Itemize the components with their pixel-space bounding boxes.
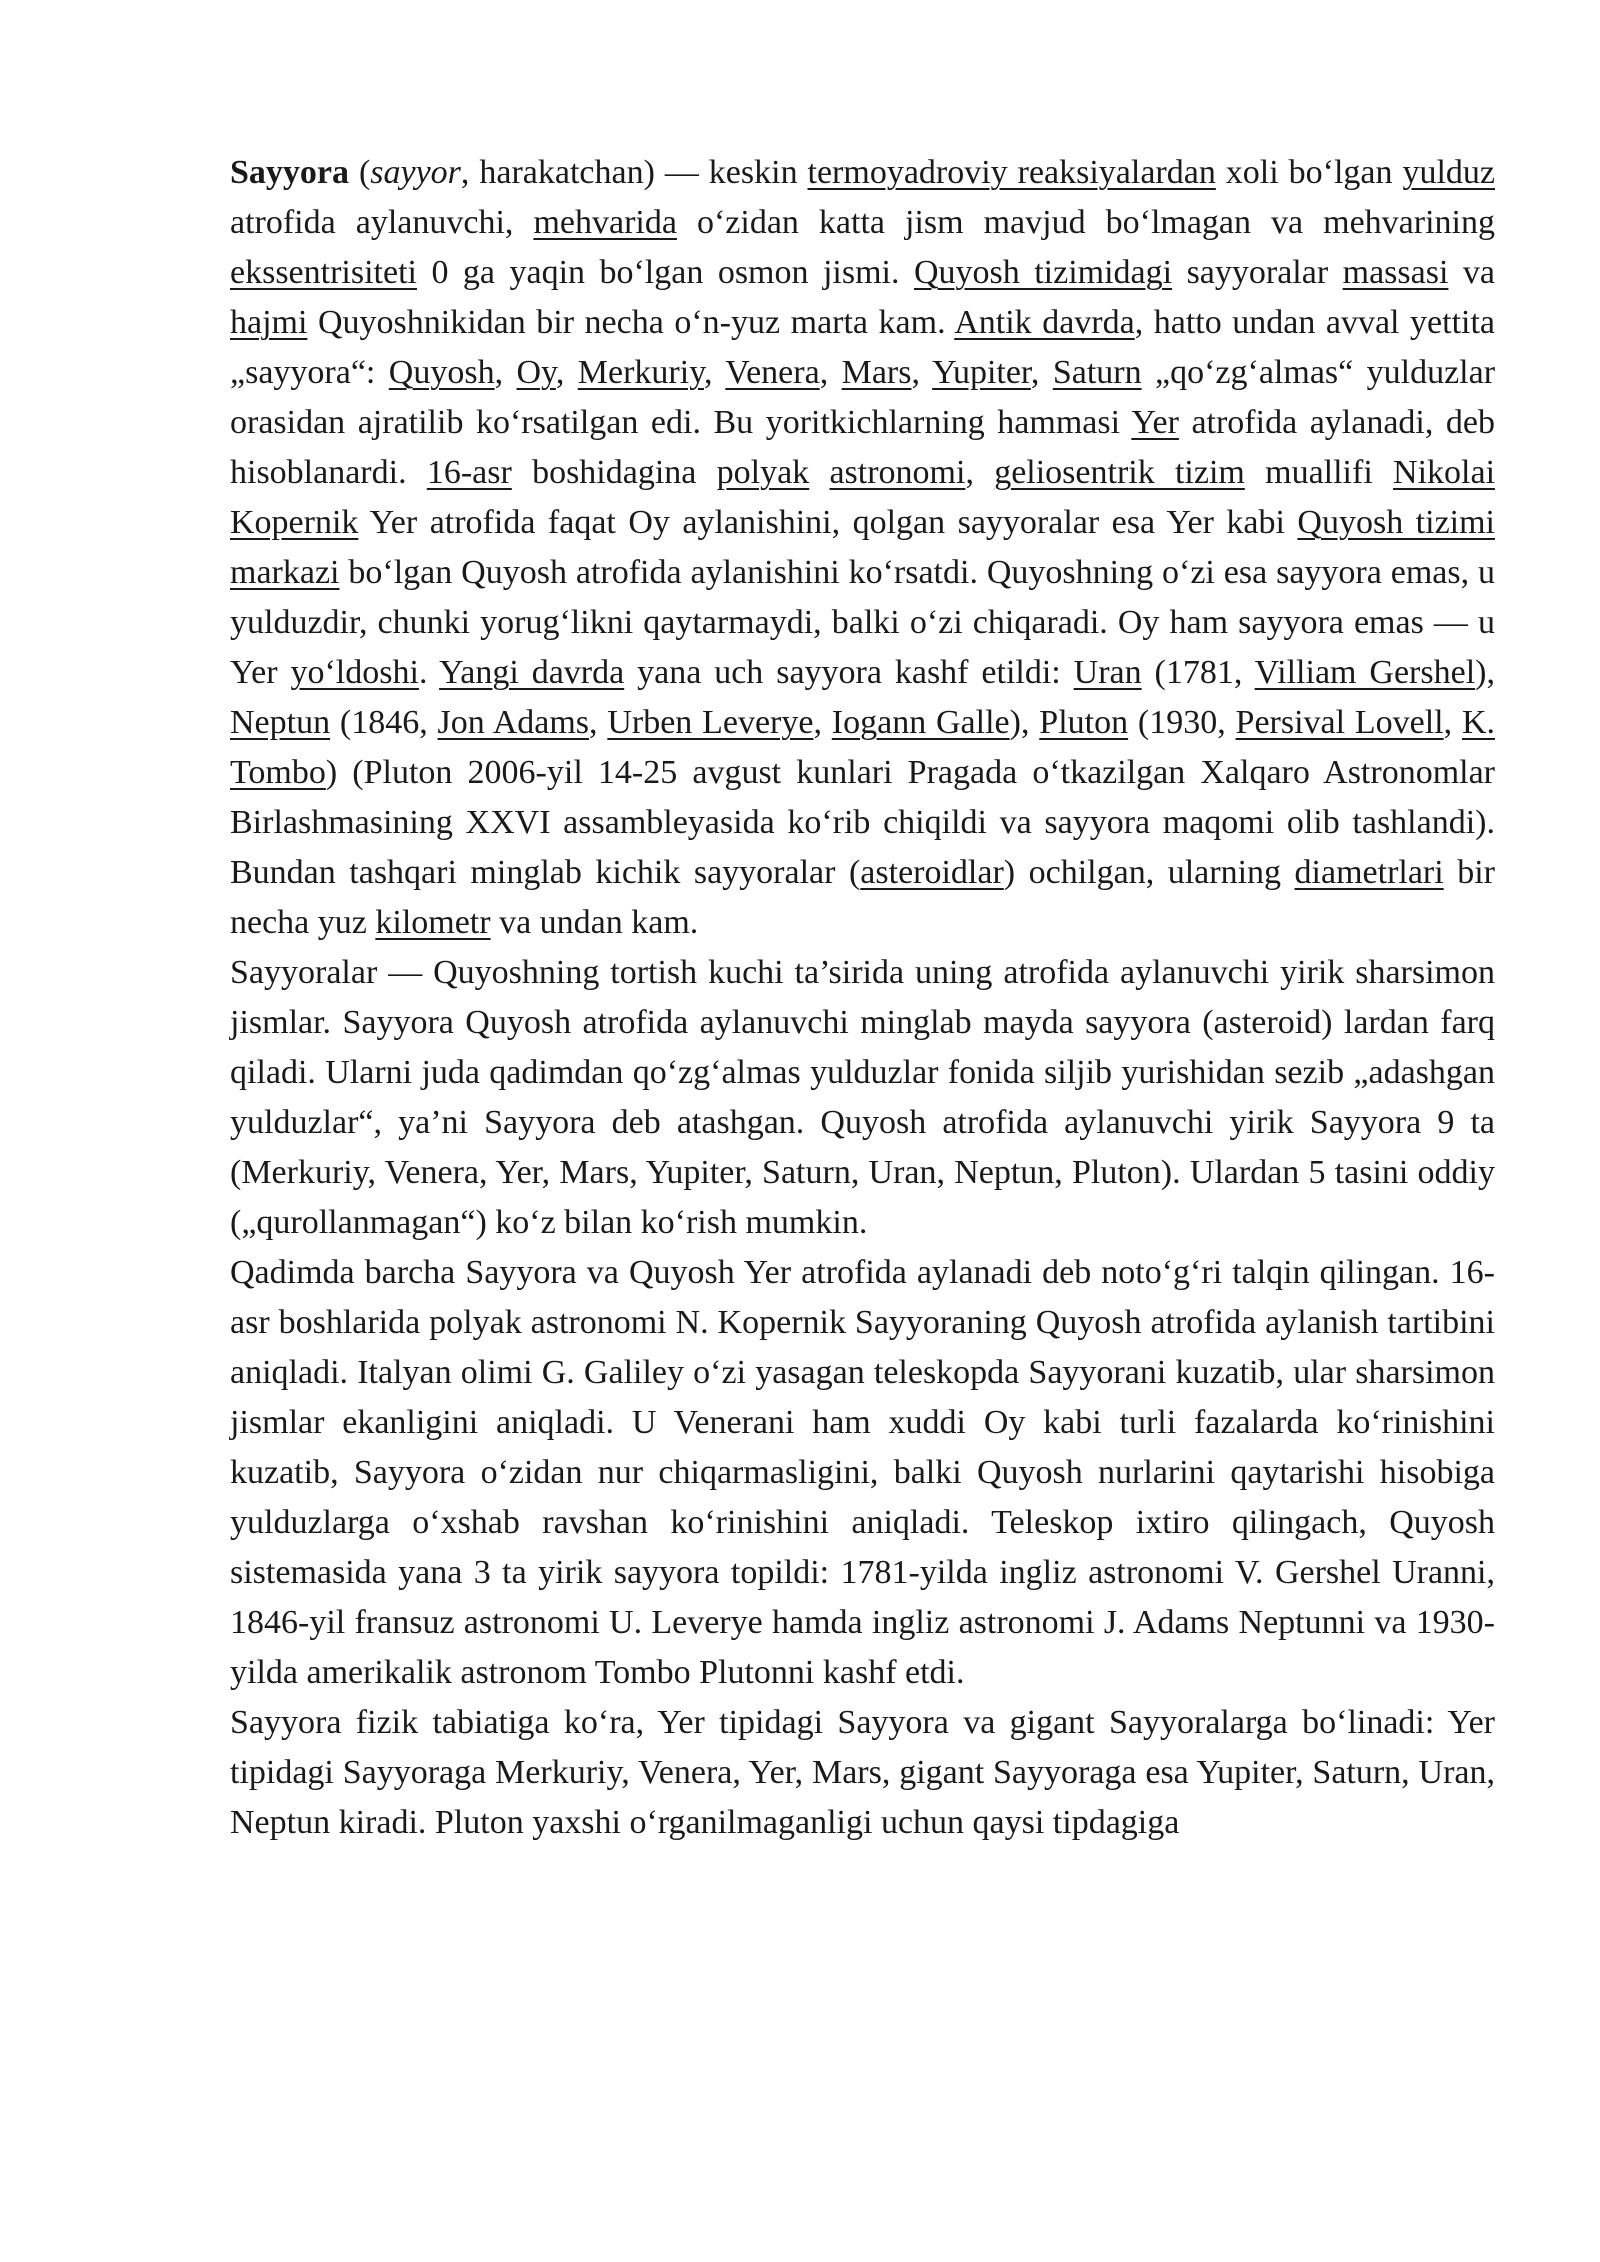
wiki-link[interactable]: Pluton (1039, 704, 1129, 741)
wiki-link[interactable]: Merkuriy (577, 354, 704, 391)
document-page (230, 148, 1495, 1848)
body-text: Sayyora fizik tabiatiga ko‘ra, Yer tipidagi Sayyora va gigant Sayyoralarga bo‘linadi: Yer tipidagi Sayyoraga Merkuriy, Venera, Yer, Mars, gigant Sayyoraga esa Yupiter, Saturn, Uran, Neptun kiradi. Pluton yaxshi o‘rganilmaganligi uchun qaysi tipdagiga (230, 1704, 1495, 1841)
paragraph (230, 1248, 1495, 1698)
wiki-link[interactable]: polyak (716, 454, 810, 491)
body-text: boshidagina (511, 454, 717, 491)
body-text: , (1030, 354, 1053, 391)
wiki-link[interactable]: Yangi davrda (439, 654, 625, 691)
body-text: atrofida aylanadi, deb hisoblanardi. (230, 404, 1495, 491)
body-text: sayyoralar (1172, 254, 1343, 291)
wiki-link[interactable]: Yupiter (932, 354, 1031, 391)
wiki-link[interactable]: diametrlari (1294, 854, 1444, 891)
body-text: , (813, 704, 832, 741)
body-text: „qo‘zg‘almas“ yulduzlar orasidan ajratilib ko‘rsatilgan edi. Bu yoritkichlarning hammasi (230, 354, 1496, 441)
wiki-link[interactable]: geliosentrik tizim (994, 454, 1245, 491)
body-text: . (418, 654, 440, 691)
wiki-link[interactable]: Uran (1073, 654, 1142, 691)
body-text: muallifi (1244, 454, 1394, 491)
body-text: atrofida aylanuvchi, (230, 204, 534, 241)
wiki-link[interactable]: Iogann Galle (831, 704, 1010, 741)
body-text: , (494, 354, 517, 391)
body-text: , (911, 354, 933, 391)
wiki-link[interactable]: Quyosh tizimidagi (913, 254, 1173, 291)
paragraph (230, 1698, 1495, 1848)
wiki-link[interactable]: Neptun (230, 704, 331, 741)
wiki-link[interactable]: K. Tombo (230, 704, 1496, 791)
body-text: bir necha yuz (230, 854, 1495, 941)
wiki-link[interactable]: kilometr (375, 904, 491, 941)
body-text: Sayyoralar — Quyoshning tortish kuchi ta’sirida uning atrofida aylanuvchi yirik sharsimon jismlar. Sayyora Quyosh atrofida aylanuvchi minglab mayda sayyora (asteroid) lardan farq qiladi. Ularni juda qadimdan qo‘zg‘almas yulduzlar fonida siljib yurishidan sezib „adashgan yulduzlar“, ya’ni Sayyora deb atashgan. Quyosh atrofida aylanuvchi yirik Sayyora 9 ta (Merkuriy, Venera, Yer, Mars, Yupiter, Saturn, Uran, Neptun, Pluton). Ulardan 5 tasini oddiy („qurollanmagan“) ko‘z bilan ko‘rish mumkin. (230, 954, 1495, 1241)
body-text: xoli bo‘lgan (1215, 154, 1403, 191)
wiki-link[interactable]: mehvarida (533, 204, 677, 241)
body-text: Quyoshnikidan bir necha o‘n-yuz marta kam. (307, 304, 955, 341)
body-text: (1781, (1141, 654, 1255, 691)
wiki-link[interactable]: Quyosh tizimi (1297, 504, 1496, 541)
body-text: ), (1475, 654, 1495, 691)
wiki-link[interactable]: ekssentrisiteti (230, 254, 417, 291)
wiki-link[interactable]: Oy (516, 354, 556, 391)
body-text: , harakatchan) — keskin (460, 154, 808, 191)
wiki-link[interactable]: Saturn (1052, 354, 1142, 391)
body-text: o‘zidan katta jism mavjud bo‘lmagan va mehvarining (676, 204, 1495, 241)
wiki-link[interactable]: Villiam Gershel (1254, 654, 1476, 691)
wiki-link[interactable]: astronomi (829, 454, 966, 491)
wiki-link[interactable]: Nikolai Kopernik (230, 454, 1496, 541)
body-text: Yer atrofida faqat Oy aylanishini, qolgan sayyoralar esa Yer kabi (358, 504, 1298, 541)
body-text: yana uch sayyora kashf etildi: (624, 654, 1074, 691)
wiki-link[interactable]: 16-asr (426, 454, 512, 491)
wiki-link[interactable]: Venera (725, 354, 820, 391)
article-title-term: Sayyora (230, 154, 349, 191)
body-text: , (555, 354, 578, 391)
body-text: , (819, 354, 842, 391)
body-text: va undan kam. (490, 904, 699, 941)
body-text: ) ochilgan, ularning (1003, 854, 1295, 891)
wiki-link[interactable]: Urben Leverye (607, 704, 814, 741)
wiki-link[interactable]: asteroidlar (860, 854, 1004, 891)
wiki-link[interactable]: massasi (1342, 254, 1449, 291)
paragraph (230, 948, 1495, 1248)
body-text: 0 ga yaqin bo‘lgan osmon jismi. (416, 254, 914, 291)
body-text: va (1448, 254, 1495, 291)
paragraph (230, 148, 1495, 948)
body-text (809, 454, 829, 491)
wiki-link[interactable]: termoyadroviy reaksiyalardan (807, 154, 1216, 191)
body-text: , (1443, 704, 1462, 741)
body-text: ), (1009, 704, 1040, 741)
wiki-link[interactable]: Persival Lovell (1235, 704, 1444, 741)
wiki-link[interactable]: Quyosh (388, 354, 495, 391)
body-text: , hatto undan avval yettita „sayyora“: (230, 304, 1495, 391)
body-text: (1930, (1128, 704, 1236, 741)
body-text: Qadimda barcha Sayyora va Quyosh Yer atrofida aylanadi deb noto‘g‘ri talqin qilingan. 16-asr boshlarida polyak astronomi N. Kopernik Sayyoraning Quyosh atrofida aylanish tartibini aniqladi. Italyan olimi G. Galiley o‘zi yasagan teleskopda Sayyorani kuzatib, ular sharsimon jismlar ekanligini aniqladi. U Venerani ham xuddi Oy kabi turli fazalarda ko‘rinishini kuzatib, Sayyora o‘zidan nur chiqarmasligini, balki Quyosh nurlarini qaytarishi hisobiga yulduzlarga o‘xshab ravshan ko‘rinishini aniqladi. Teleskop ixtiro qilingach, Quyosh sistemasida yana 3 ta yirik sayyora topildi: 1781-yilda ingliz astronomi V. Gershel Uranni, 1846-yil fransuz astronomi U. Leverye hamda ingliz astronomi J. Adams Neptunni va 1930-yilda amerikalik astronom Tombo Plutonni kashf etdi. (230, 1254, 1495, 1691)
body-text: (1846, (330, 704, 438, 741)
wiki-link[interactable]: markazi (230, 554, 340, 591)
wiki-link[interactable]: Yer (1131, 404, 1179, 441)
body-text: , (704, 354, 726, 391)
body-text: , (965, 454, 995, 491)
body-text: bo‘lgan Quyosh atrofida aylanishini ko‘rsatdi. Quyoshning o‘zi esa sayyora emas, u yulduzdir, chunki yorug‘likni qaytarmaydi, balki o‘zi chiqaradi. Oy ham sayyora emas — u Yer (230, 554, 1495, 691)
wiki-link[interactable]: yo‘ldoshi (290, 654, 419, 691)
wiki-link[interactable]: hajmi (230, 304, 308, 341)
body-text: , (589, 704, 608, 741)
wiki-link[interactable]: Mars (841, 354, 912, 391)
wiki-link[interactable]: Antik davrda (954, 304, 1135, 341)
wiki-link[interactable]: Jon Adams (437, 704, 590, 741)
wiki-link[interactable]: yulduz (1402, 154, 1495, 191)
body-text: ) (Pluton 2006-yil 14-25 avgust kunlari Pragada o‘tkazilgan Xalqaro Astronomlar Birlashmasining XXVI assambleyasida ko‘rib chiqildi va sayyora maqomi olib tashlandi). Bundan tashqari minglab kichik sayyoralar ( (230, 754, 1495, 891)
body-text: sayyor (370, 154, 461, 191)
body-text: ( (349, 154, 371, 191)
